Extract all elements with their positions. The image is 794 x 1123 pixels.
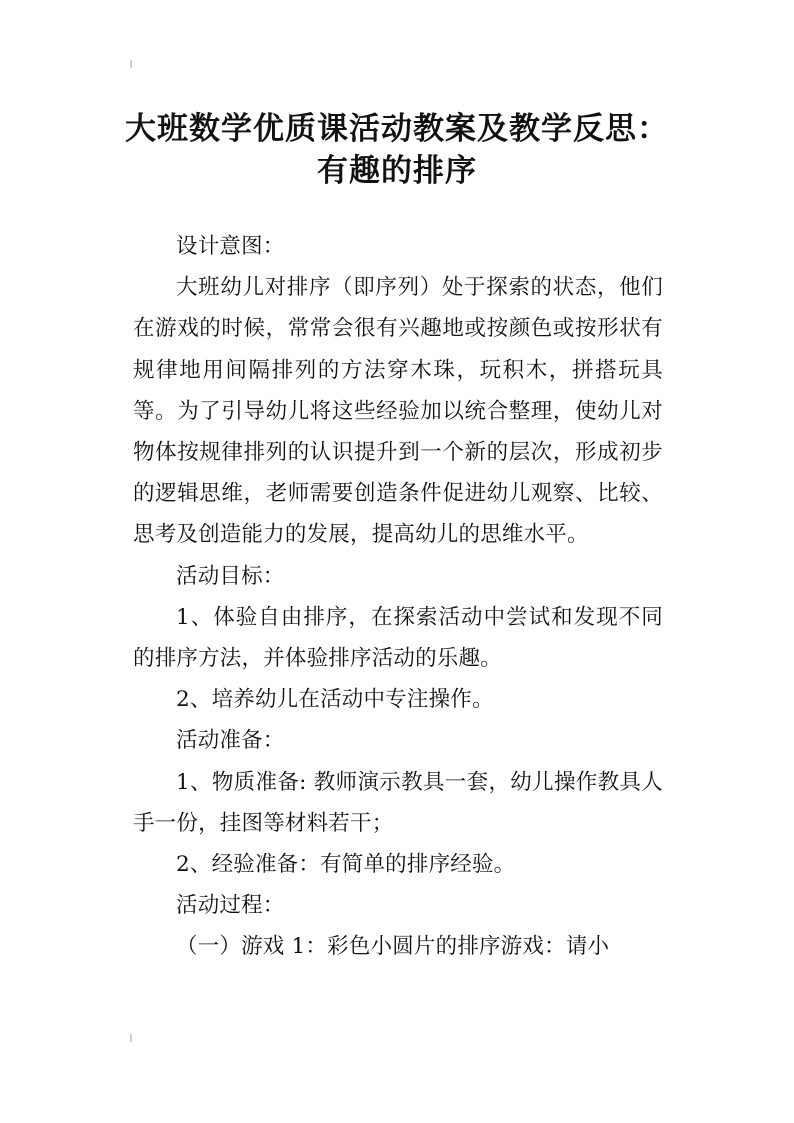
section-heading-process: 活动过程：: [176, 893, 285, 919]
objective-item-2: 2、培养幼儿在活动中专注操作。: [176, 687, 494, 713]
document-body: [133, 226, 663, 968]
document-title-line-1: 大班数学优质课活动教案及教学反思：: [125, 111, 669, 147]
document-title-line-2: 有趣的排序: [317, 153, 477, 189]
scan-mark: [130, 1034, 132, 1042]
preparation-item-1: 1、物质准备: 教师演示教具一套，幼儿操作教具人手一份，挂图等材料若干；: [133, 769, 663, 836]
objective-item-1: 1、体验自由排序，在探索活动中尝试和发现不同的排序方法，并体验排序活动的乐趣。: [133, 604, 663, 672]
section-heading-design-intent: 设计意图：: [176, 234, 285, 259]
scan-mark: [130, 60, 132, 68]
paragraph-design-intent: 大班幼儿对排序（即序列）处于探索的状态，他们在游戏的时候，常常会很有兴趣地或按颜色或按形状有规律地用间隔排列的方法穿木珠，玩积木，拼搭玩具等。为了引导幼儿将这些经验加以统合整理，使幼儿对物体按规律排列的认识提升到一个新的层次，形成初步的逻辑思维，老师需要创造条件促进幼儿观察、比较、思考及创造能力的发展，提高幼儿的思维水平。: [133, 275, 663, 548]
preparation-item-2: 2、经验准备：有简单的排序经验。: [176, 852, 516, 878]
section-heading-objectives: 活动目标：: [176, 563, 285, 589]
section-heading-preparation: 活动准备：: [176, 728, 285, 754]
process-step-1: （一）游戏 1：彩色小圆片的排序游戏：请小: [176, 934, 610, 960]
